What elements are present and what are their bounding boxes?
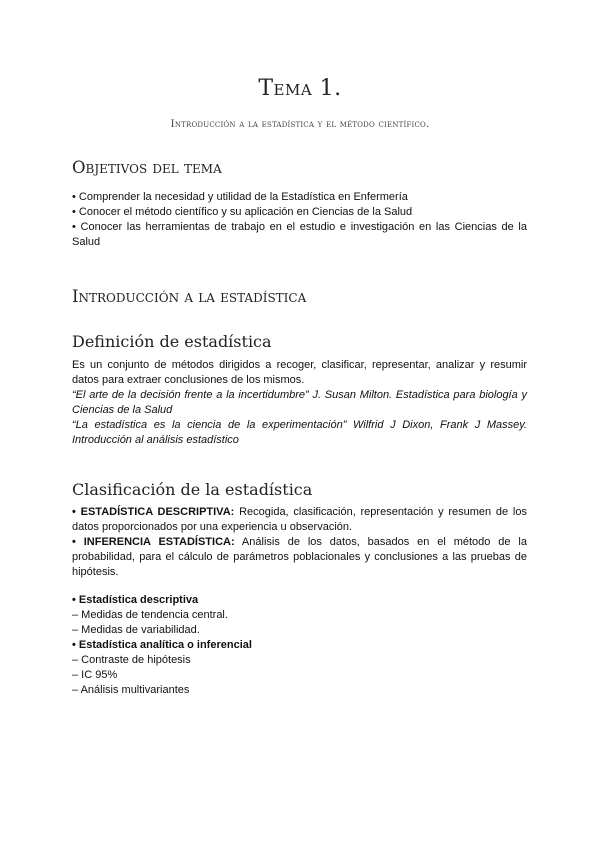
list-item: – Medidas de tendencia central. (72, 609, 228, 621)
descriptiva-label: • ESTADÍSTICA DESCRIPTIVA: (72, 506, 235, 518)
list-item: • Comprender la necesidad y utilidad de la Estadística en Enfermería (72, 191, 408, 203)
quote-dixon: “La estadística es la ciencia de la experimentación” Wilfrid J Dixon, Frank J Massey. Introducción al análisis estadístico (72, 419, 527, 446)
inferencia-label: • INFERENCIA ESTADÍSTICA: (72, 536, 235, 548)
objetivos-heading: Objetivos del tema (72, 158, 222, 177)
list-item: • Conocer el método científico y su aplicación en Ciencias de la Salud (72, 206, 413, 218)
definicion-heading: Definición de estadística (72, 332, 272, 351)
definicion-text: Es un conjunto de métodos dirigidos a recoger, clasificar, representar, analizar y resumir datos para extraer conclusiones de los mismos. (72, 359, 527, 386)
objetivos-list (72, 190, 527, 250)
list-item: • Conocer las herramientas de trabajo en el estudio e investigación en las Ciencias de la Salud (72, 221, 527, 248)
list-item: – Contraste de hipótesis (72, 654, 191, 666)
definicion-block (72, 358, 527, 448)
inferencia-definition (72, 535, 527, 580)
list-item: – Medidas de variabilidad. (72, 624, 200, 636)
inferencia-text: Análisis de los datos, basados en el método de la probabilidad, para el cálculo de parámetros poblacionales y conclusiones a las pruebas de hipótesis. (72, 536, 527, 578)
estadistica-types-list (72, 593, 527, 698)
list-item: – IC 95% (72, 669, 118, 681)
clasificacion-heading: Clasificación de la estadística (72, 480, 313, 499)
list-heading-descriptiva: • Estadística descriptiva (72, 594, 199, 606)
page-title: Tema 1. (258, 76, 342, 101)
descriptiva-definition (72, 505, 527, 535)
page-subtitle: Introducción a la estadística y el método científico. (170, 118, 430, 130)
clasificacion-block (72, 505, 527, 580)
quote-milton: “El arte de la decisión frente a la incertidumbre” J. Susan Milton. Estadística para biología y Ciencias de la Salud (72, 389, 527, 416)
list-heading-analitica: • Estadística analítica o inferencial (72, 639, 252, 651)
descriptiva-text: Recogida, clasificación, representación y resumen de los datos proporcionados por una experiencia u observación. (72, 506, 527, 533)
list-item: – Análisis multivariantes (72, 684, 190, 696)
intro-heading: Introducción a la estadística (72, 287, 307, 306)
